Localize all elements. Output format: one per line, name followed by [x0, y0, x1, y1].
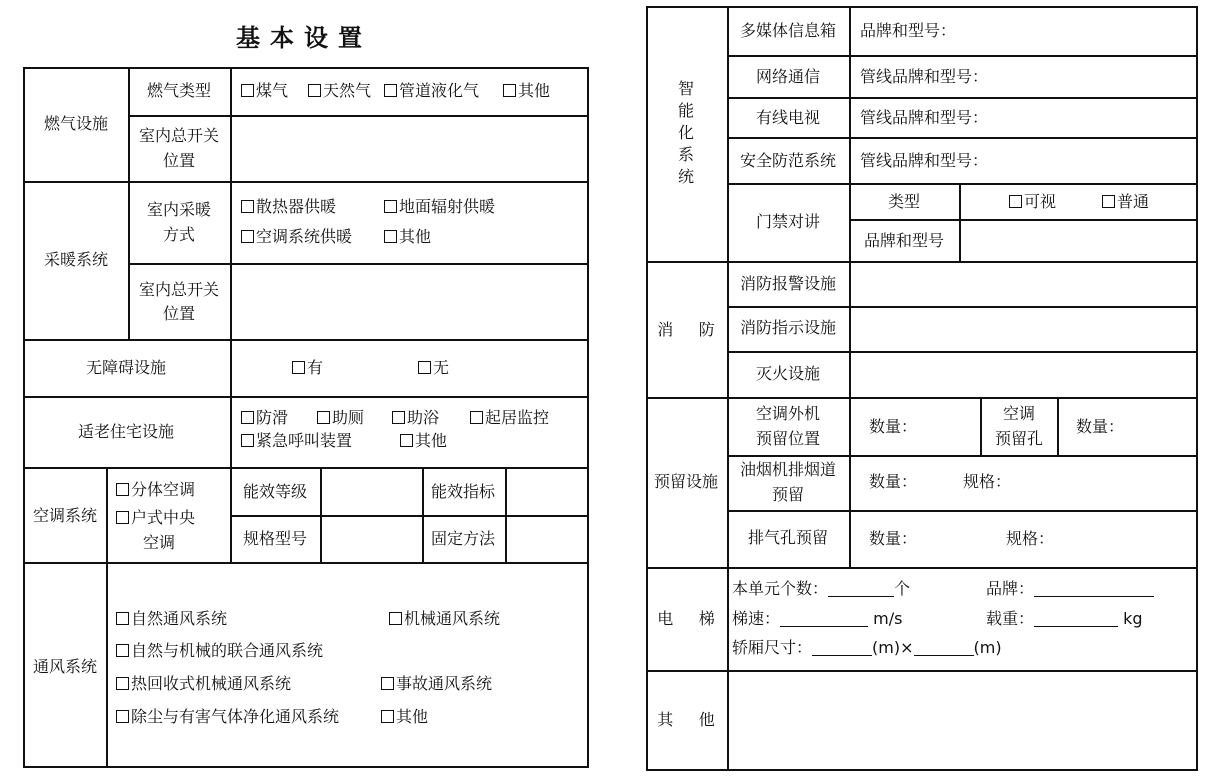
gas-switch-label-line2: 位置 [162, 151, 196, 170]
other-section-header: 其 他 [657, 710, 715, 729]
checkbox-icon [241, 230, 254, 243]
barrier-free-option-no[interactable]: 无 [418, 356, 449, 380]
checkbox-icon [392, 411, 405, 424]
checkbox-icon [241, 434, 254, 447]
intercom-option-visual[interactable]: 可视 [1009, 190, 1056, 214]
intercom-brand-label: 品牌和型号 [863, 231, 945, 250]
elderly-option-other[interactable]: 其他 [400, 429, 447, 453]
checkbox-icon [116, 644, 129, 657]
fire-extinguish-field[interactable] [851, 353, 1196, 397]
network-label: 网络通信 [755, 67, 821, 86]
ventilation-option-combined[interactable]: 自然与机械的联合通风系统 [116, 639, 323, 663]
checkbox-icon [389, 612, 402, 625]
ac-energy-index-label: 能效指标 [430, 482, 496, 501]
checkbox-icon [381, 677, 394, 690]
ac-hole-label-line2: 预留孔 [994, 429, 1044, 448]
checkbox-icon [418, 361, 431, 374]
ac-outer-quantity-field[interactable]: 数量： [869, 417, 918, 436]
network-brand-field[interactable]: 管线品牌和型号： [860, 67, 989, 86]
ac-option-central[interactable]: 户式中央 [116, 506, 195, 530]
other-notes-field[interactable] [729, 672, 1196, 769]
smart-system-header: 智 能 化 系 统 [677, 79, 694, 186]
elevator-speed-field[interactable]: 梯速： m/s [732, 609, 903, 628]
gas-switch-position-field[interactable] [232, 117, 587, 181]
checkbox-icon [241, 84, 254, 97]
ac-spec-model-field[interactable] [322, 517, 422, 562]
checkbox-icon [1102, 195, 1115, 208]
gas-type-label: 燃气类型 [146, 81, 212, 100]
checkbox-icon [384, 84, 397, 97]
checkbox-icon [116, 677, 129, 690]
heating-section-header: 采暖系统 [43, 250, 109, 269]
ventilation-option-dust-removal[interactable]: 除尘与有害气体净化通风系统 [116, 705, 339, 729]
exhaust-spec-field[interactable]: 规格： [1006, 529, 1055, 548]
checkbox-icon [241, 200, 254, 213]
fire-section-header: 消 防 [657, 320, 715, 339]
hood-flue-spec-field[interactable]: 规格： [963, 472, 1012, 491]
heating-method-label-line2: 方式 [162, 225, 196, 244]
ac-hole-label-line1: 空调 [1002, 404, 1036, 423]
checkbox-icon [292, 361, 305, 374]
barrier-free-option-yes[interactable]: 有 [292, 356, 323, 380]
cable-tv-brand-field[interactable]: 管线品牌和型号： [860, 108, 989, 127]
ventilation-option-mechanical[interactable]: 机械通风系统 [389, 607, 500, 631]
fire-extinguish-label: 灭火设施 [755, 364, 821, 383]
ac-energy-index-field[interactable] [507, 469, 587, 515]
exhaust-quantity-field[interactable]: 数量： [869, 529, 918, 548]
hood-flue-quantity-field[interactable]: 数量： [869, 472, 918, 491]
heating-option-ac[interactable]: 空调系统供暖 [241, 225, 352, 249]
gas-option-other[interactable]: 其他 [503, 79, 550, 103]
checkbox-icon [384, 200, 397, 213]
heating-option-other[interactable]: 其他 [384, 225, 431, 249]
ac-energy-grade-label: 能效等级 [242, 482, 308, 501]
ac-fix-method-label: 固定方法 [430, 529, 496, 548]
elderly-option-bath[interactable]: 助浴 [392, 406, 439, 430]
exhaust-hole-label: 排气孔预留 [747, 528, 829, 547]
fire-alarm-field[interactable] [851, 263, 1196, 306]
fire-sign-field[interactable] [851, 308, 1196, 351]
intercom-type-label: 类型 [887, 192, 921, 211]
intercom-option-normal[interactable]: 普通 [1102, 190, 1149, 214]
ac-outer-unit-label-line1: 空调外机 [755, 404, 821, 423]
elderly-option-antislip[interactable]: 防滑 [241, 406, 288, 430]
ac-section-header: 空调系统 [32, 506, 98, 525]
ac-spec-model-label: 规格型号 [242, 529, 308, 548]
elevator-section-header: 电 梯 [657, 609, 715, 628]
elevator-brand-field[interactable]: 品牌： [986, 577, 1154, 601]
elevator-cabin-size-field[interactable]: 轿厢尺寸： (m)× (m) [732, 638, 1002, 657]
gas-option-coal[interactable]: 煤气 [241, 79, 288, 103]
checkbox-icon [470, 411, 483, 424]
checkbox-icon [503, 84, 516, 97]
page-title: 基本设置 [236, 24, 372, 52]
ac-outer-unit-label-line2: 预留位置 [755, 429, 821, 448]
checkbox-icon [308, 84, 321, 97]
multimedia-brand-field[interactable]: 品牌和型号： [860, 21, 957, 40]
checkbox-icon [381, 710, 394, 723]
intercom-brand-field[interactable] [961, 221, 1196, 261]
fire-alarm-label: 消防报警设施 [739, 274, 837, 293]
ac-hole-quantity-field[interactable]: 数量： [1076, 417, 1125, 436]
barrier-free-header: 无障碍设施 [85, 358, 167, 377]
elderly-option-emergency-call[interactable]: 紧急呼叫装置 [241, 429, 352, 453]
ac-option-split[interactable]: 分体空调 [116, 478, 195, 502]
ventilation-option-emergency[interactable]: 事故通风系统 [381, 672, 492, 696]
checkbox-icon [317, 411, 330, 424]
hood-flue-label-line2: 预留 [771, 485, 805, 504]
checkbox-icon [400, 434, 413, 447]
ventilation-option-heat-recovery[interactable]: 热回收式机械通风系统 [116, 672, 291, 696]
ventilation-option-natural[interactable]: 自然通风系统 [116, 607, 227, 631]
ventilation-section-header: 通风系统 [32, 657, 98, 676]
gas-option-lpg[interactable]: 管道液化气 [384, 79, 479, 103]
gas-section-header: 燃气设施 [43, 114, 109, 133]
reserved-section-header: 预留设施 [653, 472, 719, 491]
checkbox-icon [1009, 195, 1022, 208]
cable-tv-label: 有线电视 [755, 108, 821, 127]
ac-energy-grade-field[interactable] [322, 469, 422, 515]
gas-switch-label-line1: 室内总开关 [138, 126, 220, 145]
heating-option-radiator[interactable]: 散热器供暖 [241, 195, 336, 219]
checkbox-icon [241, 411, 254, 424]
heating-switch-position-field[interactable] [232, 265, 587, 339]
ventilation-option-other[interactable]: 其他 [381, 705, 428, 729]
security-label: 安全防范系统 [739, 151, 837, 170]
elderly-option-toilet[interactable]: 助厕 [317, 406, 364, 430]
ac-fix-method-field[interactable] [507, 517, 587, 562]
checkbox-icon [116, 483, 129, 496]
ac-option-central-line2: 空调 [142, 533, 176, 552]
elderly-option-monitor[interactable]: 起居监控 [470, 406, 549, 430]
fire-sign-label: 消防指示设施 [739, 318, 837, 337]
checkbox-icon [116, 511, 129, 524]
gas-option-natural[interactable]: 天然气 [308, 79, 371, 103]
heating-switch-label-line2: 位置 [162, 304, 196, 323]
elevator-count-field[interactable]: 本单元个数： 个 [732, 579, 911, 598]
elevator-load-field[interactable]: 载重： kg [986, 609, 1143, 628]
heating-switch-label-line1: 室内总开关 [138, 280, 220, 299]
heating-method-label-line1: 室内采暖 [146, 200, 212, 219]
checkbox-icon [116, 710, 129, 723]
security-brand-field[interactable]: 管线品牌和型号： [860, 151, 989, 170]
intercom-label: 门禁对讲 [755, 212, 821, 231]
checkbox-icon [116, 612, 129, 625]
heating-option-floor[interactable]: 地面辐射供暖 [384, 195, 495, 219]
elderly-facilities-header: 适老住宅设施 [77, 422, 175, 441]
multimedia-box-label: 多媒体信息箱 [739, 21, 837, 40]
checkbox-icon [384, 230, 397, 243]
hood-flue-label-line1: 油烟机排烟道 [739, 460, 837, 479]
